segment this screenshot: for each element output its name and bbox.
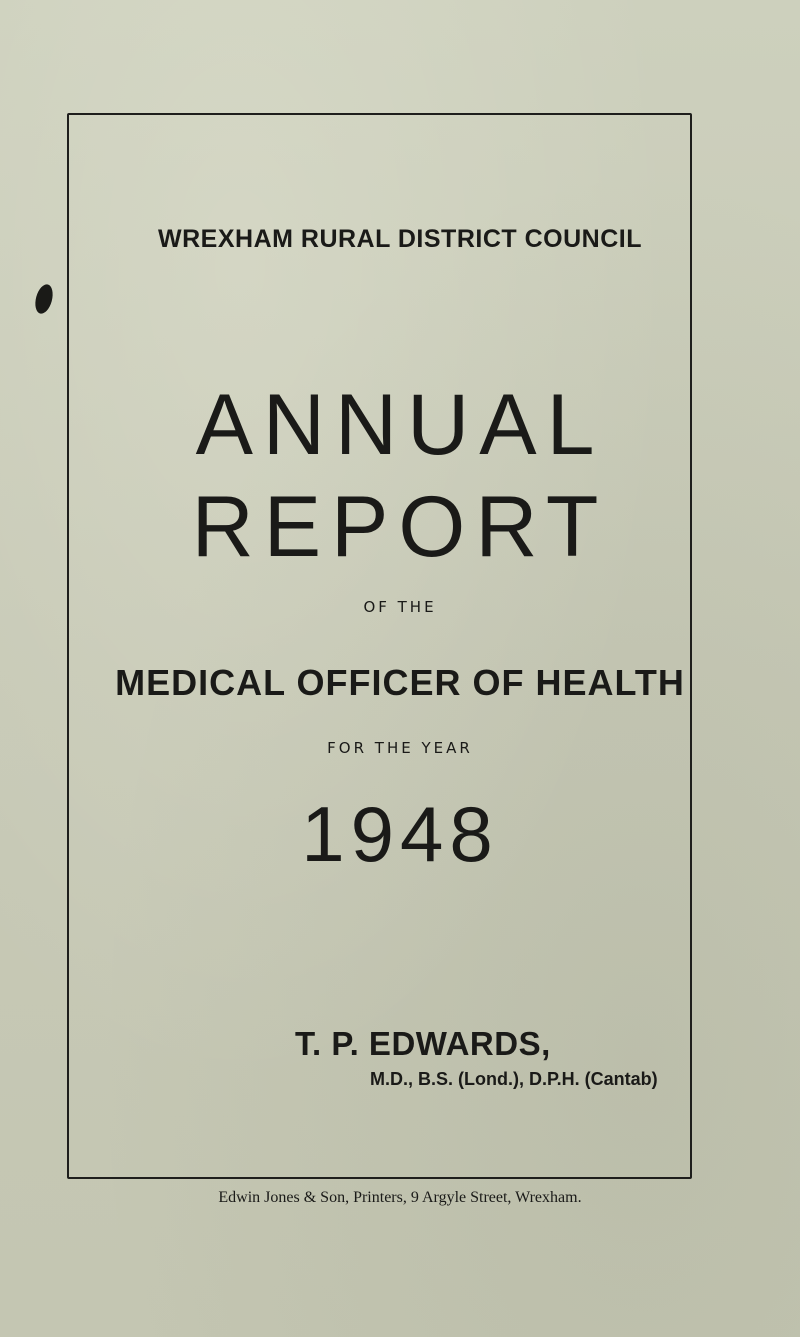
- title-annual: ANNUAL: [195, 377, 605, 473]
- council-name: WREXHAM RURAL DISTRICT COUNCIL: [158, 225, 642, 253]
- cover-border-frame: [67, 113, 692, 1179]
- report-year: 1948: [301, 790, 499, 878]
- of-the-label: OF THE: [363, 598, 437, 616]
- author-name: T. P. EDWARDS,: [295, 1025, 551, 1062]
- report-subject: MEDICAL OFFICER OF HEALTH: [115, 662, 685, 703]
- for-the-year-label: FOR THE YEAR: [327, 739, 473, 757]
- binding-punch-hole: [32, 282, 55, 315]
- printer-imprint: Edwin Jones & Son, Printers, 9 Argyle Street, Wrexham.: [218, 1189, 582, 1206]
- author-qualifications: M.D., B.S. (Lond.), D.P.H. (Cantab): [370, 1069, 658, 1089]
- title-report: REPORT: [191, 479, 609, 575]
